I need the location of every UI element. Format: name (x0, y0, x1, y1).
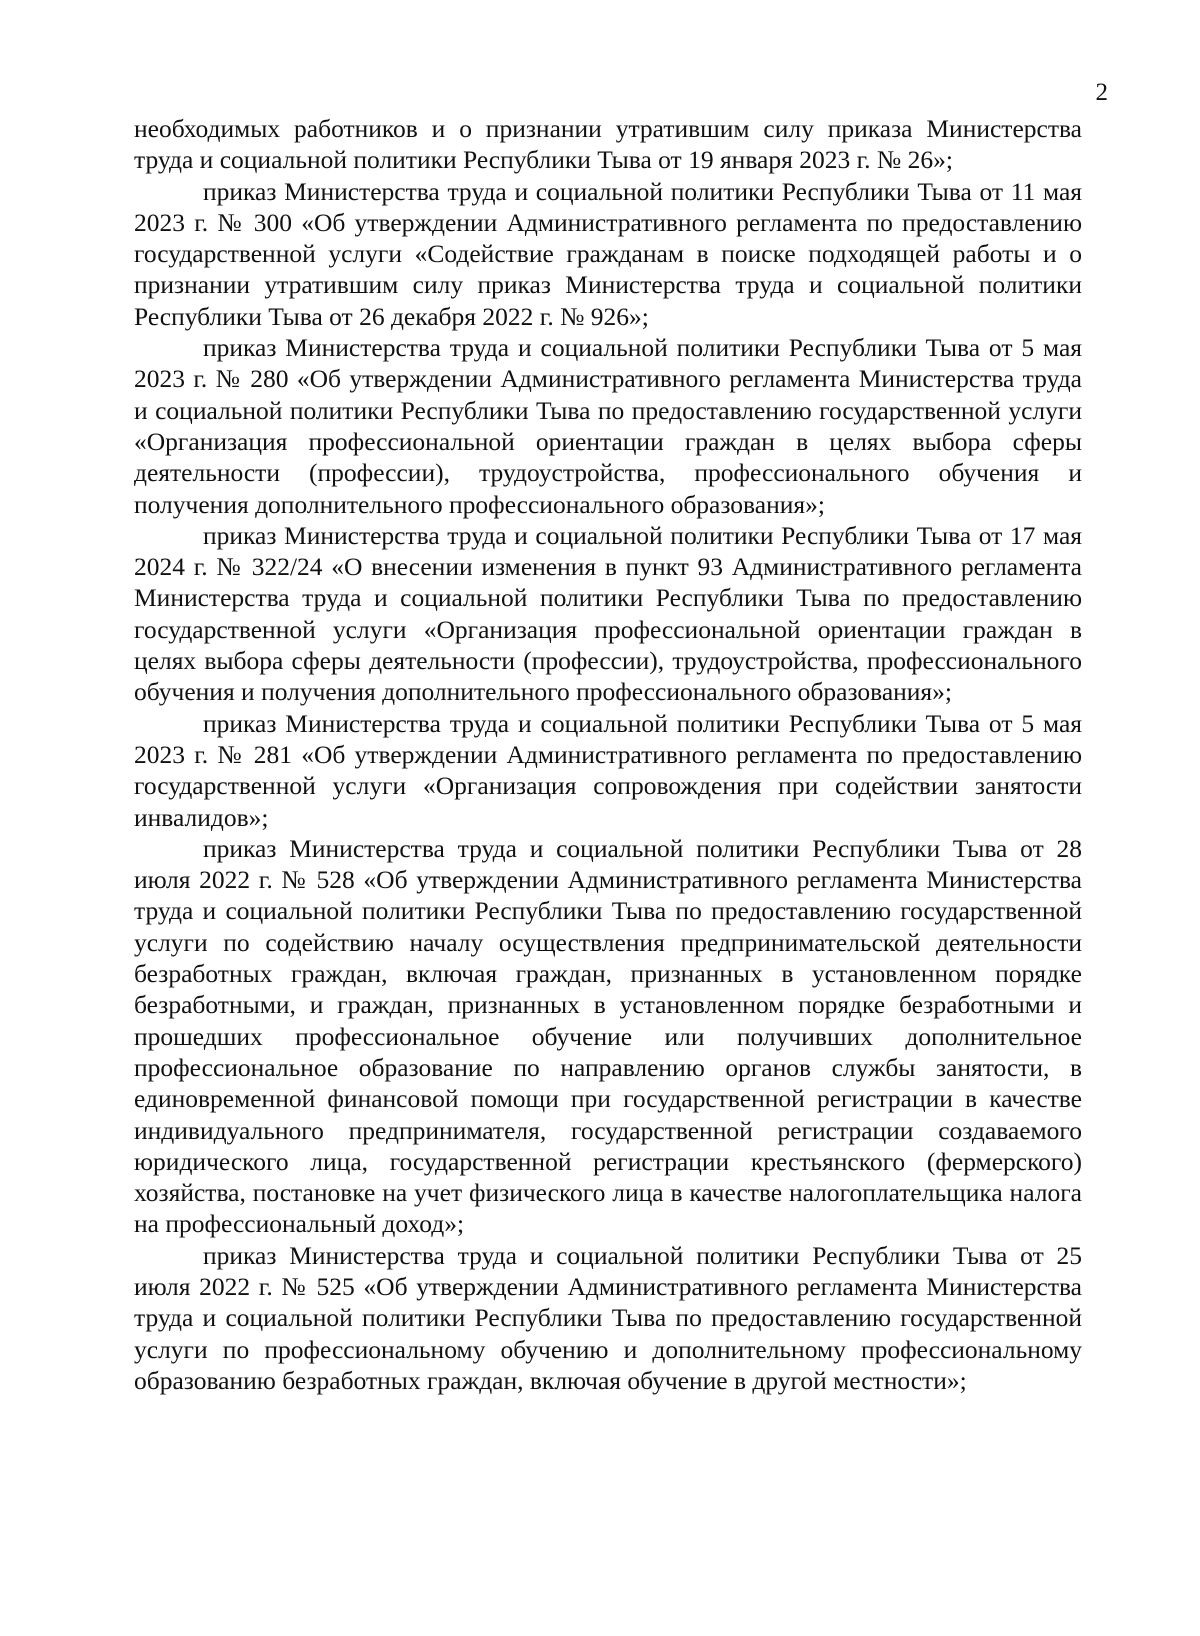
document-body (134, 113, 1082, 1396)
paragraph-order-281: приказ Министерства труда и социальной политики Республики Тыва от 5 мая 2023 г. № 281 «Об утверждении Административного регламента по предоставлению государственной услуги «Организация сопровождения при содействии занятости инвалидов»; (134, 708, 1082, 832)
page-number: 2 (1095, 79, 1108, 106)
paragraph-order-525: приказ Министерства труда и социальной политики Республики Тыва от 25 июля 2022 г. № 525 «Об утверждении Административного регламента Министерства труда и социальной политики Республики Тыва по предоставлению государственной услуги по профессиональному обучению и дополнительному профессиональному образованию безработных граждан, включая обучение в другой местности»; (134, 1240, 1082, 1395)
paragraph-continuation: необходимых работников и о признании утратившим силу приказа Министерства труда и социальной политики Республики Тыва от 19 января 2023 г. № 26»; (134, 114, 1082, 175)
paragraph-order-528: приказ Министерства труда и социальной политики Республики Тыва от 28 июля 2022 г. № 528 «Об утверждении Административного регламента Министерства труда и социальной политики Республики Тыва по предоставлению государственной услуги по содействию началу осуществления предпринимательской деятельности безработных граждан, включая граждан, признанных в установленном порядке безработными, и граждан, признанных в установленном порядке безработными и прошедших профессиональное обучение или получивших дополнительное профессиональное образование по направлению органов службы занятости, в единовременной финансовой помощи при государственной регистрации в качестве индивидуального предпринимателя, государственной регистрации создаваемого юридического лица, государственной регистрации крестьянского (фермерского) хозяйства, постановке на учет физического лица в качестве налогоплательщика налога на профессиональный доход»; (134, 833, 1082, 1239)
paragraph-order-322-24: приказ Министерства труда и социальной политики Республики Тыва от 17 мая 2024 г. № 322/24 «О внесении изменения в пункт 93 Административного регламента Министерства труда и социальной политики Республики Тыва по предоставлению государственной услуги «Организация профессиональной ориентации граждан в целях выбора сферы деятельности (профессии), трудоустройства, профессионального обучения и получения дополнительного профессионального образования»; (134, 520, 1082, 707)
paragraph-order-300: приказ Министерства труда и социальной политики Республики Тыва от 11 мая 2023 г. № 300 «Об утверждении Административного регламента по предоставлению государственной услуги «Содействие гражданам в поиске подходящей работы и о признании утратившим силу приказ Министерства труда и социальной политики Республики Тыва от 26 декабря 2022 г. № 926»; (134, 176, 1082, 331)
paragraph-order-280: приказ Министерства труда и социальной политики Республики Тыва от 5 мая 2023 г. № 280 «Об утверждении Административного регламента Министерства труда и социальной политики Республики Тыва по предоставлению государственной услуги «Организация профессиональной ориентации граждан в целях выбора сферы деятельности (профессии), трудоустройства, профессионального обучения и получения дополнительного профессионального образования»; (134, 333, 1082, 519)
